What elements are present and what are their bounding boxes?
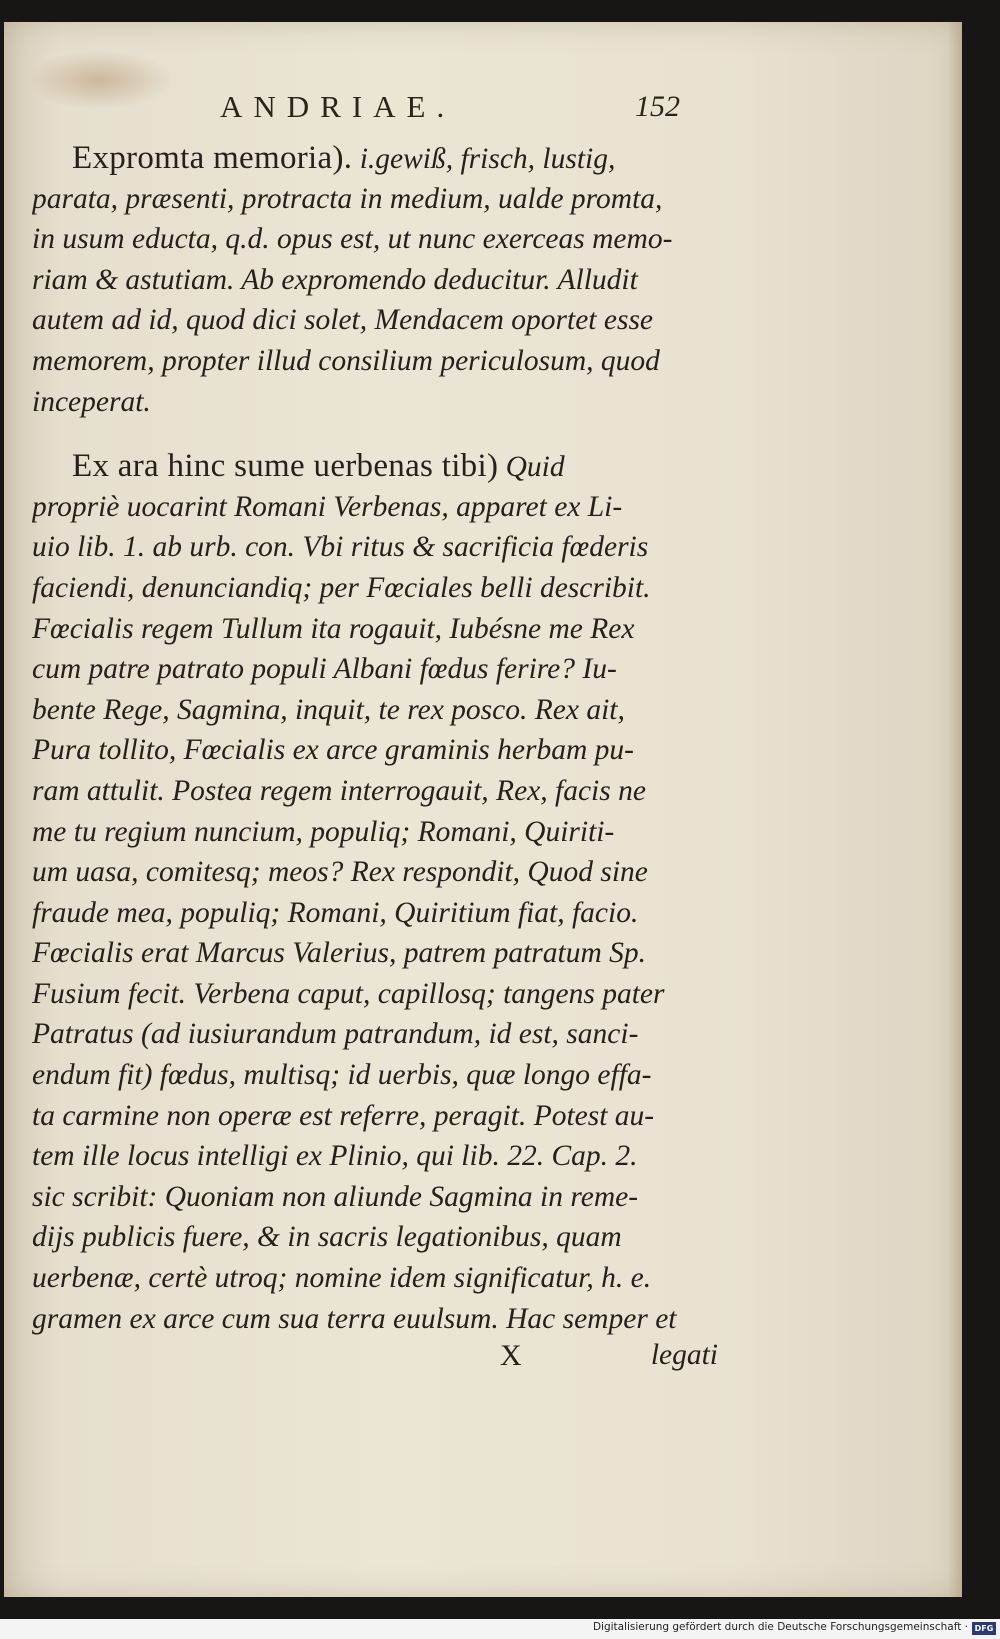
page-edge-shadow [948,22,962,1597]
line-text: sic scribit: Quoniam non aliunde Sagmina in reme- [32,1180,639,1213]
text-line [32,138,722,179]
line-text: Pura tollito, Fœcialis ex arce graminis herbam pu- [32,734,634,767]
line-text: faciendi, denunciandiq; per Fœciales belli describit. [32,571,651,604]
line-text: Fœcialis regem Tullum ita rogauit, Iubésne me Rex [32,612,635,645]
signature-mark: X [500,1339,522,1372]
line-text: gramen ex arce cum sua terra euulsum. Hac semper et [32,1302,677,1335]
text-line [32,1014,722,1055]
catchword: legati [650,1339,718,1371]
line-text: uio lib. 1. ab urb. con. Vbi ritus & sacrificia fœderis [32,531,649,564]
line-text: ta carmine non operæ est referre, peragit. Potest au- [32,1099,655,1132]
book-page [4,22,962,1597]
text-line [32,1136,722,1177]
line-text: inceperat. [32,385,151,418]
text-line [32,260,722,301]
text-line [32,487,722,528]
line-text: uerbenæ, certè utroq; nomine idem significatur, h. e. [32,1262,652,1295]
line-text: me tu regium nuncium, populiq; Romani, Quiriti- [32,815,615,848]
text-block [32,138,722,1339]
text-line [32,730,722,771]
line-text: Fusium fecit. Verbena caput, capillosq; tangens pater [32,977,665,1010]
line-text: fraude mea, populiq; Romani, Quiritium fiat, facio. [32,896,639,929]
text-line [32,974,722,1015]
text-line [32,933,722,974]
lemma: Ex ara hinc sume uerbenas tibi) [72,448,499,485]
line-text: um uasa, comitesq; meos? Rex respondit, Quod sine [32,856,648,889]
catch-line [32,1339,722,1379]
text-line [32,1096,722,1137]
line-text: autem ad id, quod dici solet, Mendacem oportet esse [32,304,654,337]
text-line [32,446,722,487]
page-stain [24,50,174,110]
line-text: tem ille locus intelligi ex Plinio, qui lib. 22. Cap. 2. [32,1140,638,1173]
line-text: endum fit) fœdus, multisq; id uerbis, quæ longo effa- [32,1059,652,1092]
line-text: memorem, propter illud consilium periculosum, quod [32,344,660,377]
text-line [32,1177,722,1218]
paragraph-gap [32,422,722,446]
line-text: riam & astutiam. Ab expromendo deducitur. Alludit [32,263,638,296]
line-text: Patratus (ad iusiurandum patrandum, id est, sanci- [32,1018,639,1051]
text-line [32,771,722,812]
line-text: Quid [505,451,565,484]
dfg-credit-text: Digitalisierung gefördert durch die Deutsche Forschungsgemeinschaft · [592,1621,968,1633]
line-text: in usum educta, q.d. opus est, ut nunc exerceas memo- [32,223,673,256]
text-line [32,179,722,220]
line-text: Fœcialis erat Marcus Valerius, patrem patratum Sp. [32,937,647,970]
text-line [32,341,722,382]
footer-bar [0,1619,1000,1639]
text-line [32,382,722,423]
line-text: propriè uocarint Romani Verbenas, apparet ex Li- [32,490,623,523]
line-text: parata, præsenti, protracta in medium, ualde promta, [32,182,663,215]
dfg-logo: DFG [972,1622,996,1635]
lemma: Expromta memoria). [72,140,353,176]
text-line [32,1258,722,1299]
text-line [32,1055,722,1096]
line-text: ram attulit. Postea regem interrogauit, Rex, facis ne [32,774,646,807]
page-number: 152 [635,90,680,123]
text-line [32,1217,722,1258]
line-text: cum patre patrato populi Albani fœdus ferire? Iu- [32,653,617,686]
text-line [32,219,722,260]
text-line [32,690,722,731]
text-line [32,893,722,934]
line-text: i.gewiß, frisch, lustig, [359,143,616,175]
text-line [32,1299,722,1340]
running-head: ANDRIAE. [220,89,456,124]
text-line [32,812,722,853]
text-line [32,609,722,650]
text-line [32,649,722,690]
line-text: dijs publicis fuere, & in sacris legationibus, quam [32,1221,622,1254]
line-text: bente Rege, Sagmina, inquit, te rex posco. Rex ait, [32,693,625,726]
text-line [32,300,722,341]
text-line [32,852,722,893]
text-line [32,568,722,609]
text-line [32,527,722,568]
